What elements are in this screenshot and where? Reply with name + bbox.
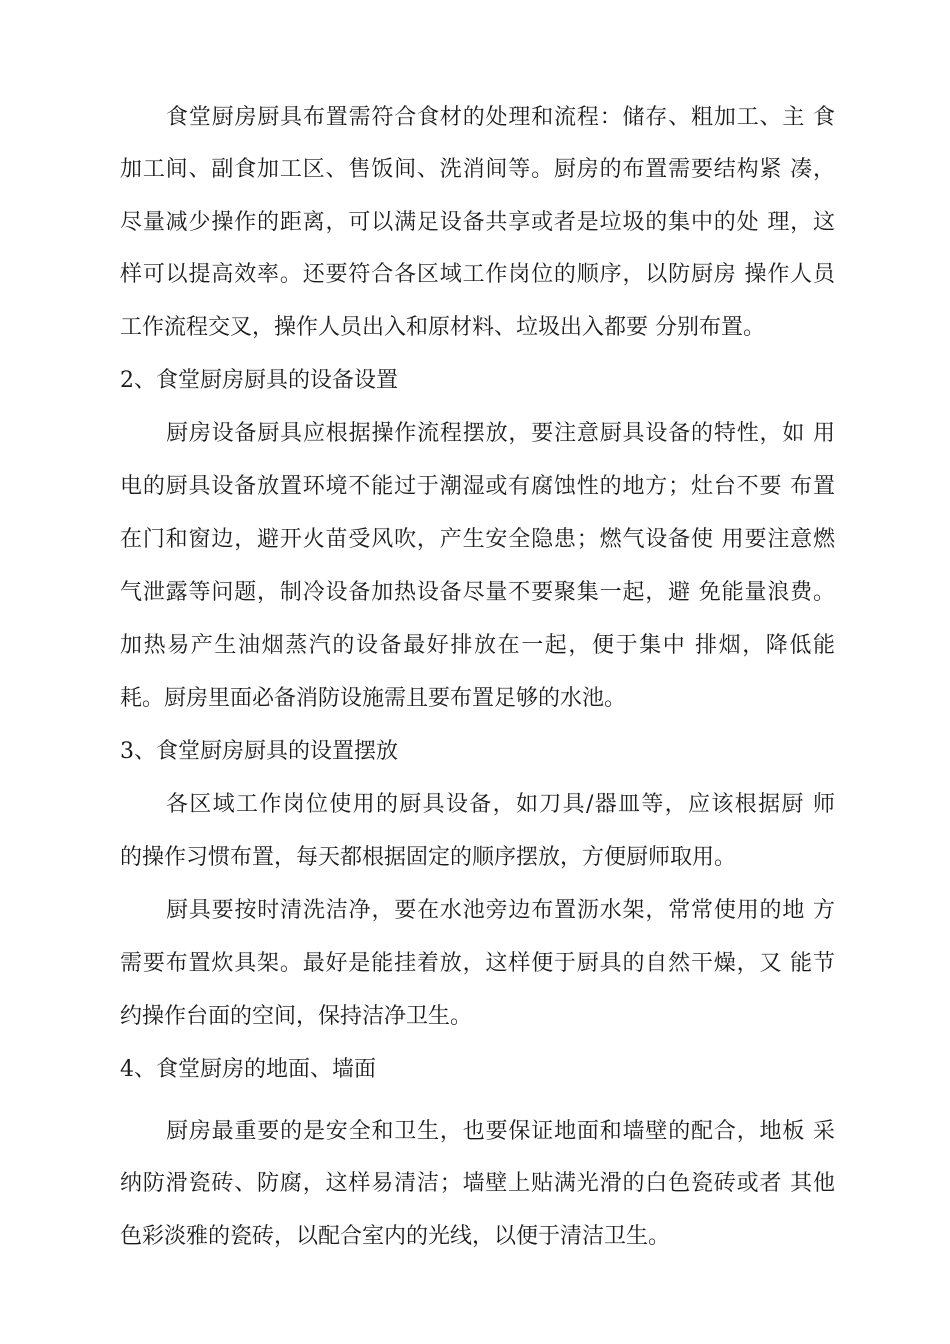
paragraph-line: 色彩淡雅的瓷砖，以配合室内的光线，以便于清洁卫生。 xyxy=(120,1224,671,1249)
paragraph-line: 厨房最重要的是安全和卫生，也要保证地面和墙壁的配合，地板 采 xyxy=(166,1119,835,1144)
paragraph-line: 样可以提高效率。还要符合各区域工作岗位的顺序，以防厨房 操作人员 xyxy=(120,262,835,287)
paragraph-line: 加工间、副食加工区、售饭间、洗消间等。厨房的布置需要结构紧 凑， xyxy=(120,157,835,182)
paragraph-line: 约操作台面的空间，保持洁净卫生。 xyxy=(120,1004,473,1029)
paragraph-line: 耗。厨房里面必备消防设施需且要布置足够的水池。 xyxy=(120,686,627,711)
paragraph-line: 纳防滑瓷砖、防腐，这样易清洁；墙壁上贴满光滑的白色瓷砖或者 其他 xyxy=(120,1171,835,1196)
paragraph-line: 在门和窗边，避开火苗受风吹，产生安全隐患；燃气设备使 用要注意燃 xyxy=(120,527,835,552)
paragraph-line: 厨具要按时清洗洁净，要在水池旁边布置沥水架，常常使用的地 方 xyxy=(166,898,835,923)
paragraph-line: 气泄露等问题，制冷设备加热设备尽量不要聚集一起，避 免能量浪费。 xyxy=(120,580,835,605)
section-heading: 4、食堂厨房的地面、墙面 xyxy=(120,1057,376,1082)
paragraph-line: 工作流程交叉，操作人员出入和原材料、垃圾出入都要 分别布置。 xyxy=(120,315,765,340)
section-heading: 2、食堂厨房厨具的设备设置 xyxy=(120,368,398,393)
paragraph-line: 各区域工作岗位使用的厨具设备，如刀具/器皿等，应该根据厨 师 xyxy=(166,792,835,817)
paragraph-line: 电的厨具设备放置环境不能过于潮湿或有腐蚀性的地方；灶台不要 布置 xyxy=(120,474,835,499)
paragraph-line: 需要布置炊具架。最好是能挂着放，这样便于厨具的自然干燥，又 能节 xyxy=(120,951,835,976)
paragraph-line: 厨房设备厨具应根据操作流程摆放，要注意厨具设备的特性，如 用 xyxy=(166,421,835,446)
paragraph-line: 加热易产生油烟蒸汽的设备最好排放在一起，便于集中 排烟，降低能 xyxy=(120,633,835,658)
paragraph-line: 的操作习惯布置，每天都根据固定的顺序摆放，方便厨师取用。 xyxy=(120,845,737,870)
paragraph-line: 尽量减少操作的距离，可以满足设备共享或者是垃圾的集中的处 理，这 xyxy=(120,210,835,235)
paragraph-line: 食堂厨房厨具布置需符合食材的处理和流程：储存、粗加工、主 食 xyxy=(166,105,835,130)
section-heading: 3、食堂厨房厨具的设置摆放 xyxy=(120,739,398,764)
